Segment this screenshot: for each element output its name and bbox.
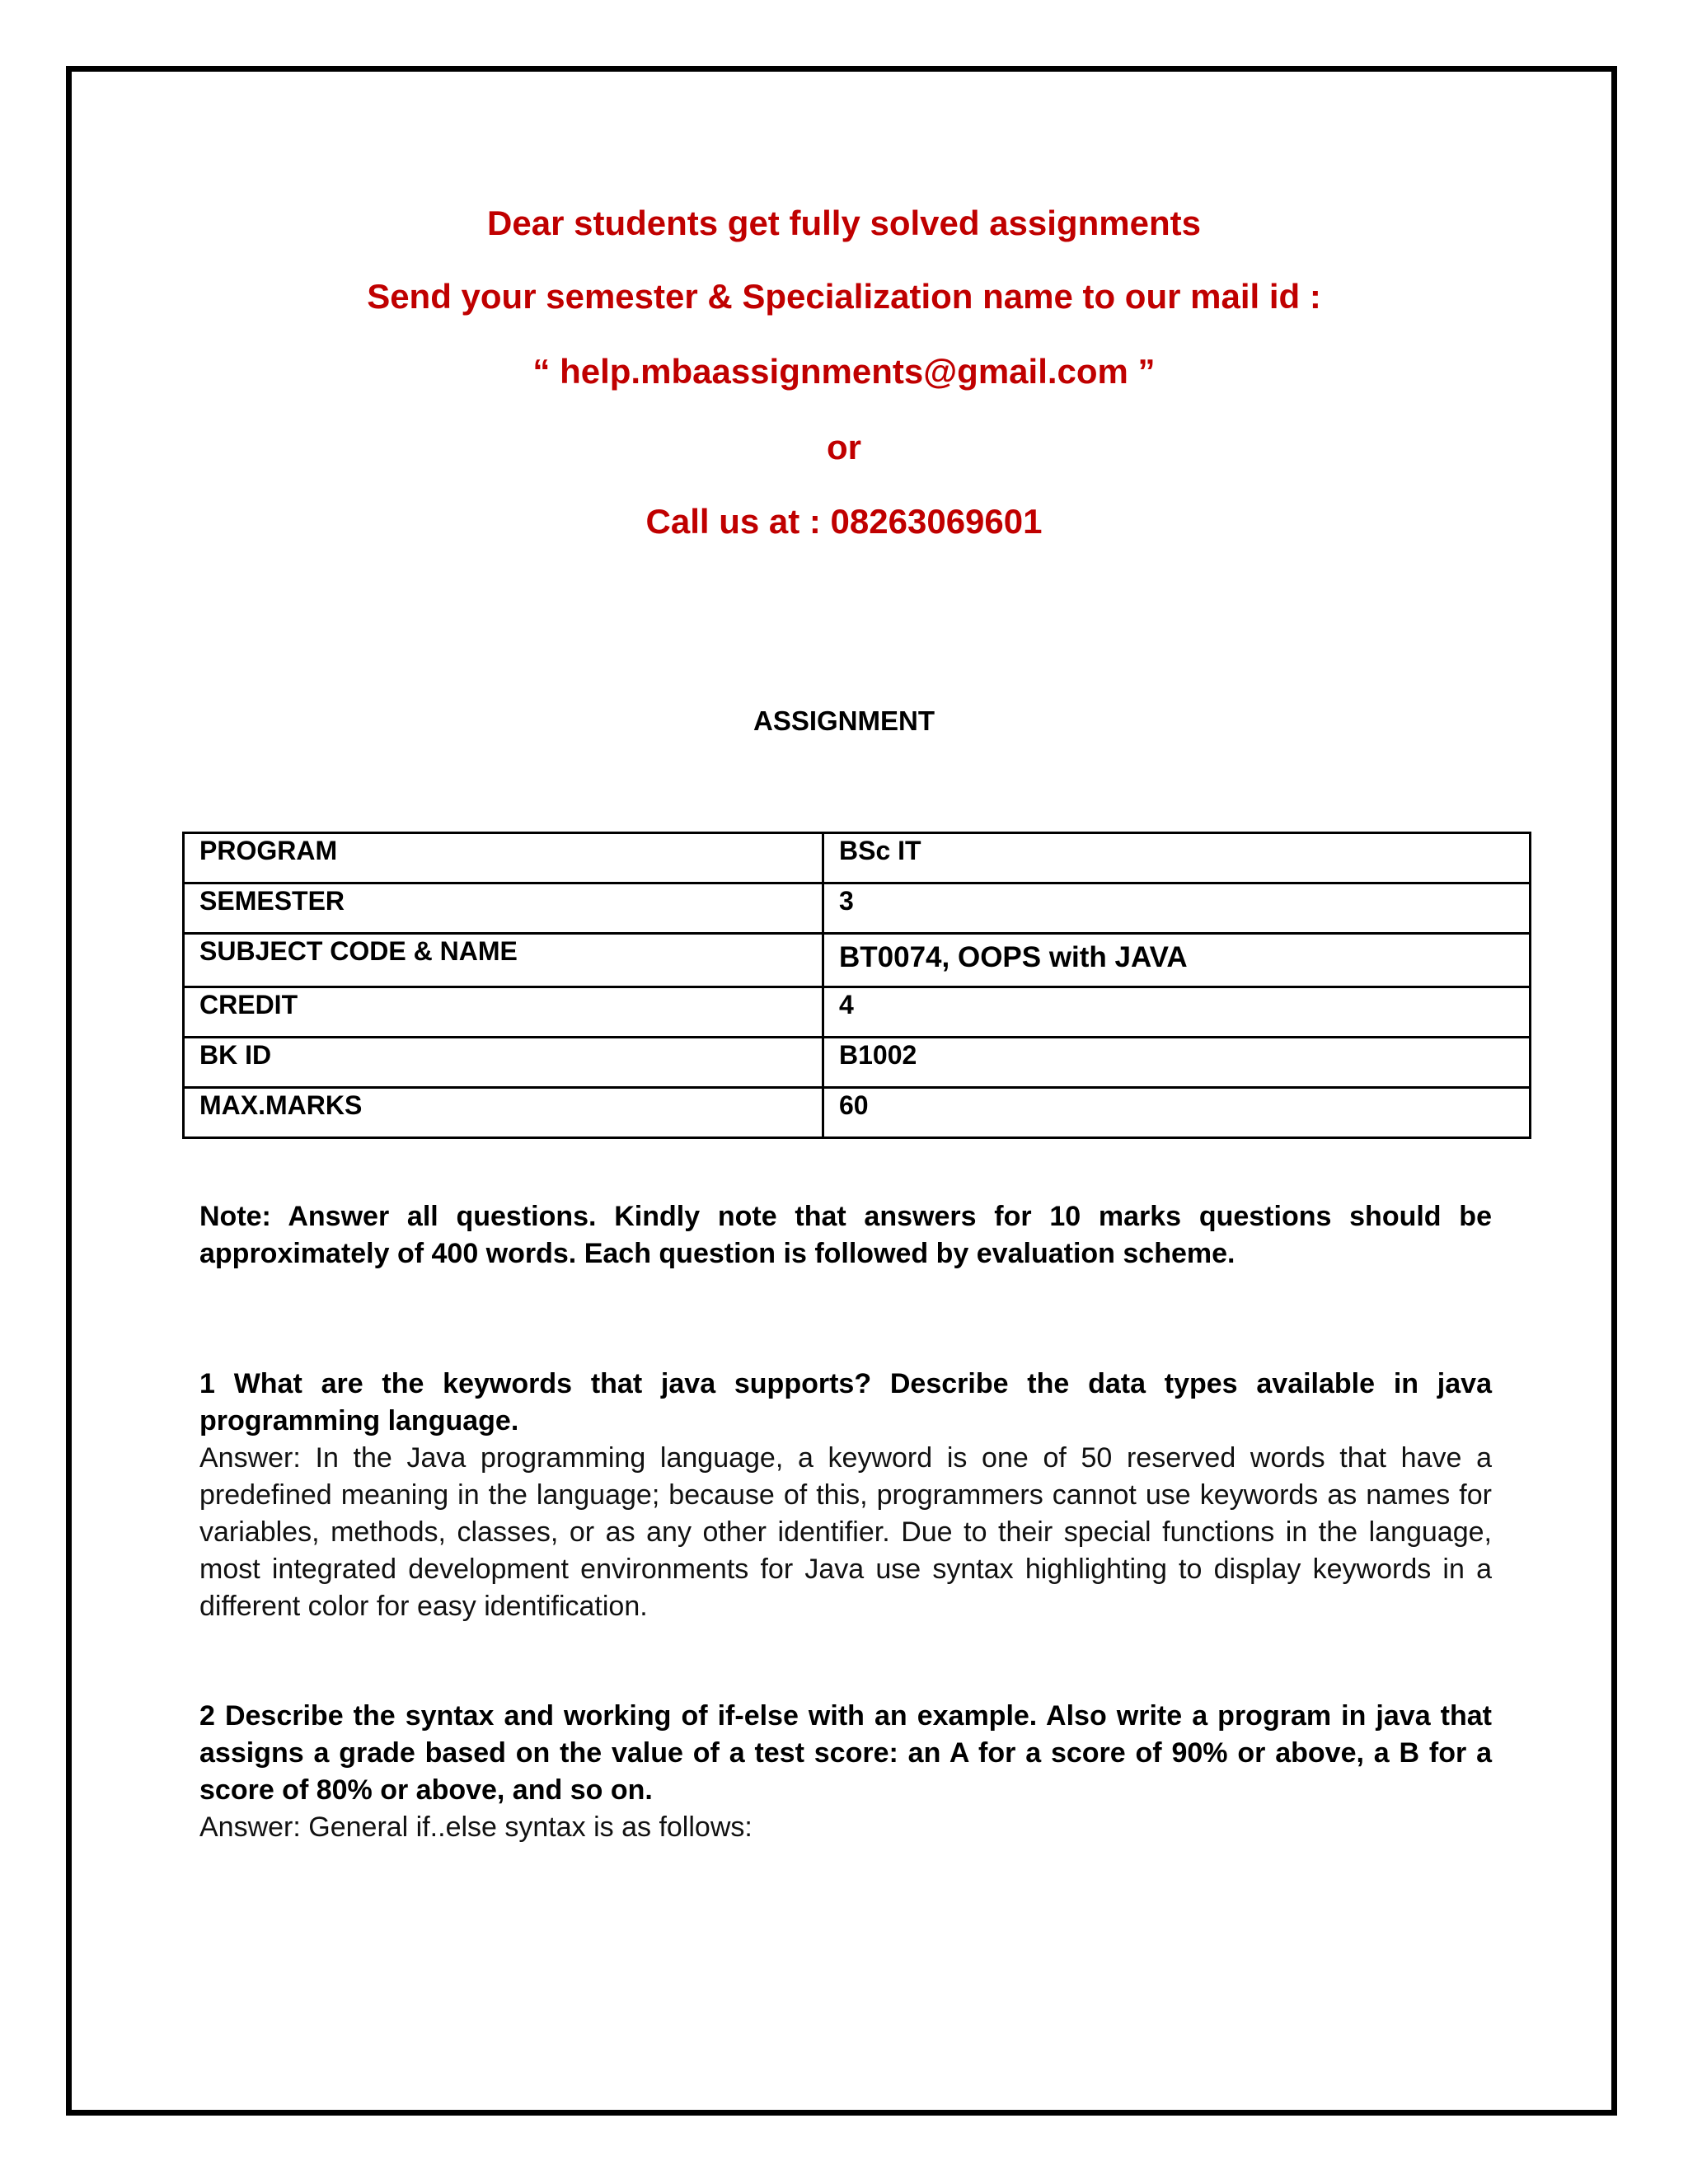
answer-1-text: Answer: In the Java programming language, a keyword is one of 50 reserved words that have a predefined meaning in the language; because of this, programmers cannot use keywords as names for variables, methods, classes, or as any other identifier. Due to their special functions in the language, most integrated development environments for Java use syntax highlighting to display keywords in a different color for easy identification. [199, 1442, 1492, 1622]
table-label: PROGRAM [184, 833, 823, 883]
table-label: BK ID [184, 1038, 823, 1088]
assignment-info-table [182, 832, 1531, 1139]
table-row [184, 883, 1531, 934]
promo-phone: Call us at : 08263069601 [645, 502, 1043, 541]
question-2-text: 2 Describe the syntax and working of if-else with an example. Also write a program in java that assigns a grade based on the value of a test score: an A for a score of 90% or above, a B for a score of 80% or above, and so on. [199, 1700, 1492, 1806]
answer-2-text: Answer: General if..else syntax is as follows: [199, 1811, 753, 1843]
table-row [184, 934, 1531, 987]
table-label: MAX.MARKS [184, 1088, 823, 1138]
table-value: 3 [823, 883, 1531, 934]
table-value: 4 [823, 987, 1531, 1038]
promo-or: or [827, 428, 861, 466]
question-1-block [199, 1366, 1492, 1625]
table-label: SEMESTER [184, 883, 823, 934]
assignment-title: ASSIGNMENT [753, 705, 935, 736]
table-value: BSc IT [823, 833, 1531, 883]
table-value: 60 [823, 1088, 1531, 1138]
note-text: Note: Answer all questions. Kindly note that answers for 10 marks questions should be approximately of 400 words. Each question is followed by evaluation scheme. [199, 1201, 1492, 1269]
table-label: CREDIT [184, 987, 823, 1038]
table-value: B1002 [823, 1038, 1531, 1088]
promo-line-2: Send your semester & Specialization name to our mail id : [367, 277, 1321, 316]
table-row [184, 1038, 1531, 1088]
note-paragraph [199, 1198, 1492, 1272]
table-row [184, 1088, 1531, 1138]
question-2-block [199, 1698, 1492, 1846]
promo-line-1: Dear students get fully solved assignments [487, 204, 1201, 242]
table-label: SUBJECT CODE & NAME [184, 934, 823, 987]
promo-email: “ help.mbaassignments@gmail.com ” [532, 352, 1156, 391]
question-1-text: 1 What are the keywords that java supports? Describe the data types available in java programming language. [199, 1368, 1492, 1436]
table-row [184, 833, 1531, 883]
table-row [184, 987, 1531, 1038]
table-value: BT0074, OOPS with JAVA [823, 934, 1531, 987]
